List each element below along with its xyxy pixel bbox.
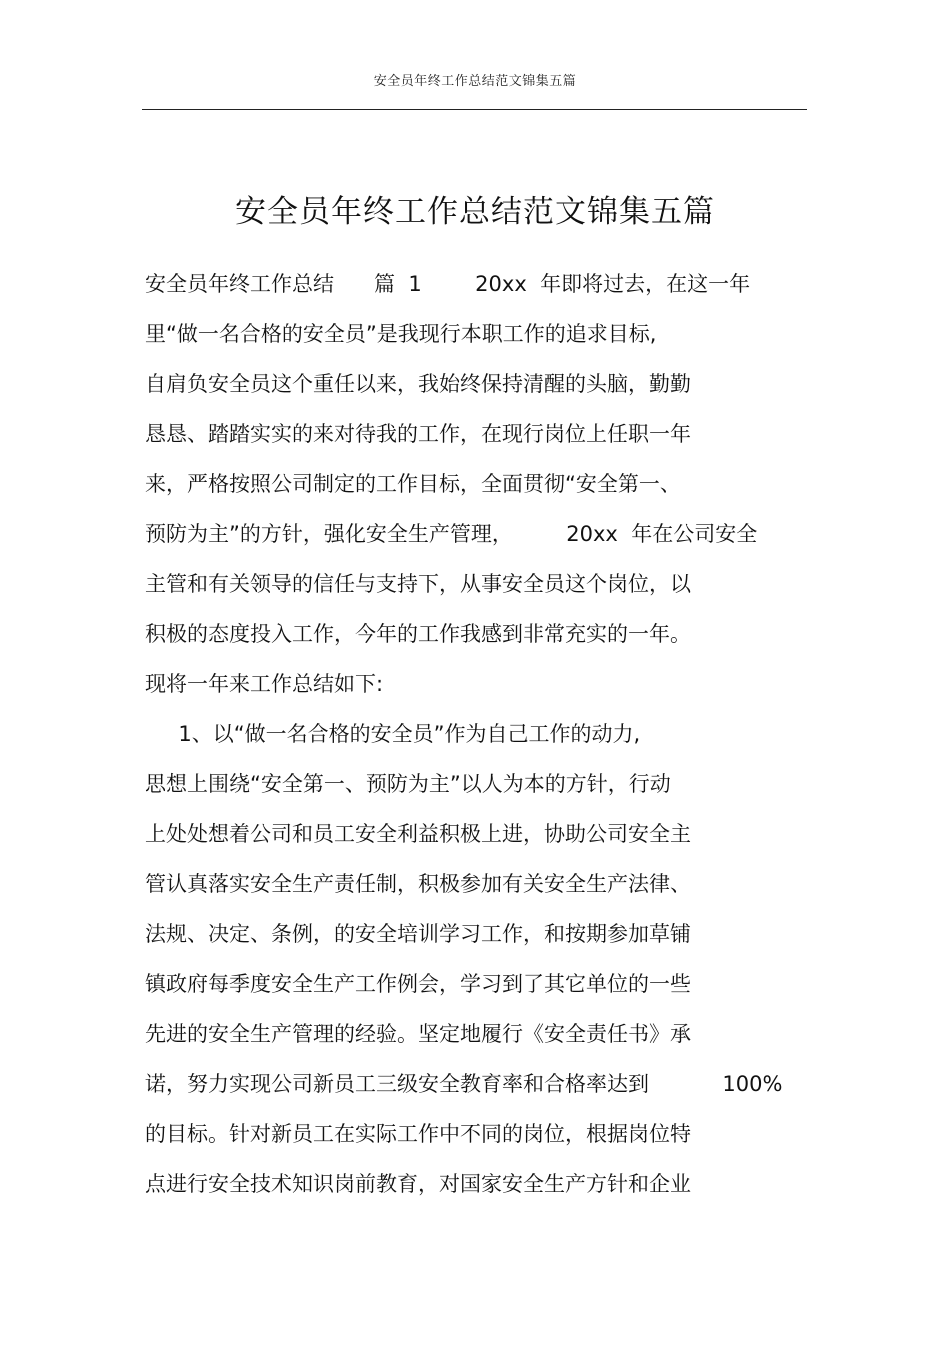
body-line: 恳恳、踏踏实实的来对待我的工作，在现行岗位上任职一年 (145, 422, 691, 446)
body-line: 点进行安全技术知识岗前教育，对国家安全生产方针和企业 (145, 1172, 691, 1196)
body-line: 1、以“做一名合格的安全员”作为自己工作的动力, (145, 722, 641, 746)
body-line: 安全员年终工作总结 篇 1 20xx 年即将过去，在这一年 (145, 272, 751, 296)
body-line: 管认真落实安全生产责任制，积极参加有关安全生产法律、 (145, 872, 691, 896)
body-line: 镇政府每季度安全生产工作例会，学习到了其它单位的一些 (145, 972, 691, 996)
body-line: 自肩负安全员这个重任以来，我始终保持清醒的头脑，勤勤 (145, 372, 691, 396)
body-line: 主管和有关领导的信任与支持下，从事安全员这个岗位，以 (145, 572, 691, 596)
body-line: 来，严格按照公司制定的工作目标，全面贯彻“安全第一、 (145, 472, 681, 496)
body-line: 的目标。针对新员工在实际工作中不同的岗位，根据岗位特 (145, 1122, 691, 1146)
body-line: 诺，努力实现公司新员工三级安全教育率和合格率达到 100% (145, 1072, 783, 1096)
body-line: 预防为主”的方针，强化安全生产管理， 20xx 年在公司安全 (145, 522, 758, 546)
body-line: 思想上围绕“安全第一、预防为主”以人为本的方针，行动 (145, 772, 671, 796)
header-divider (142, 109, 807, 110)
body-line: 积极的态度投入工作，今年的工作我感到非常充实的一年。 (145, 622, 691, 646)
body-line: 先进的安全生产管理的经验。坚定地履行《安全责任书》承 (145, 1022, 691, 1046)
document-title: 安全员年终工作总结范文锦集五篇 (235, 194, 715, 230)
body-line: 里“做一名合格的安全员”是我现行本职工作的追求目标, (145, 322, 657, 346)
running-header: 安全员年终工作总结范文锦集五篇 (373, 74, 577, 89)
body-line: 法规、决定、条例，的安全培训学习工作，和按期参加草铺 (145, 922, 691, 946)
body-line: 上处处想着公司和员工安全利益积极上进，协助公司安全主 (145, 822, 691, 846)
body-line: 现将一年来工作总结如下: (145, 672, 384, 696)
